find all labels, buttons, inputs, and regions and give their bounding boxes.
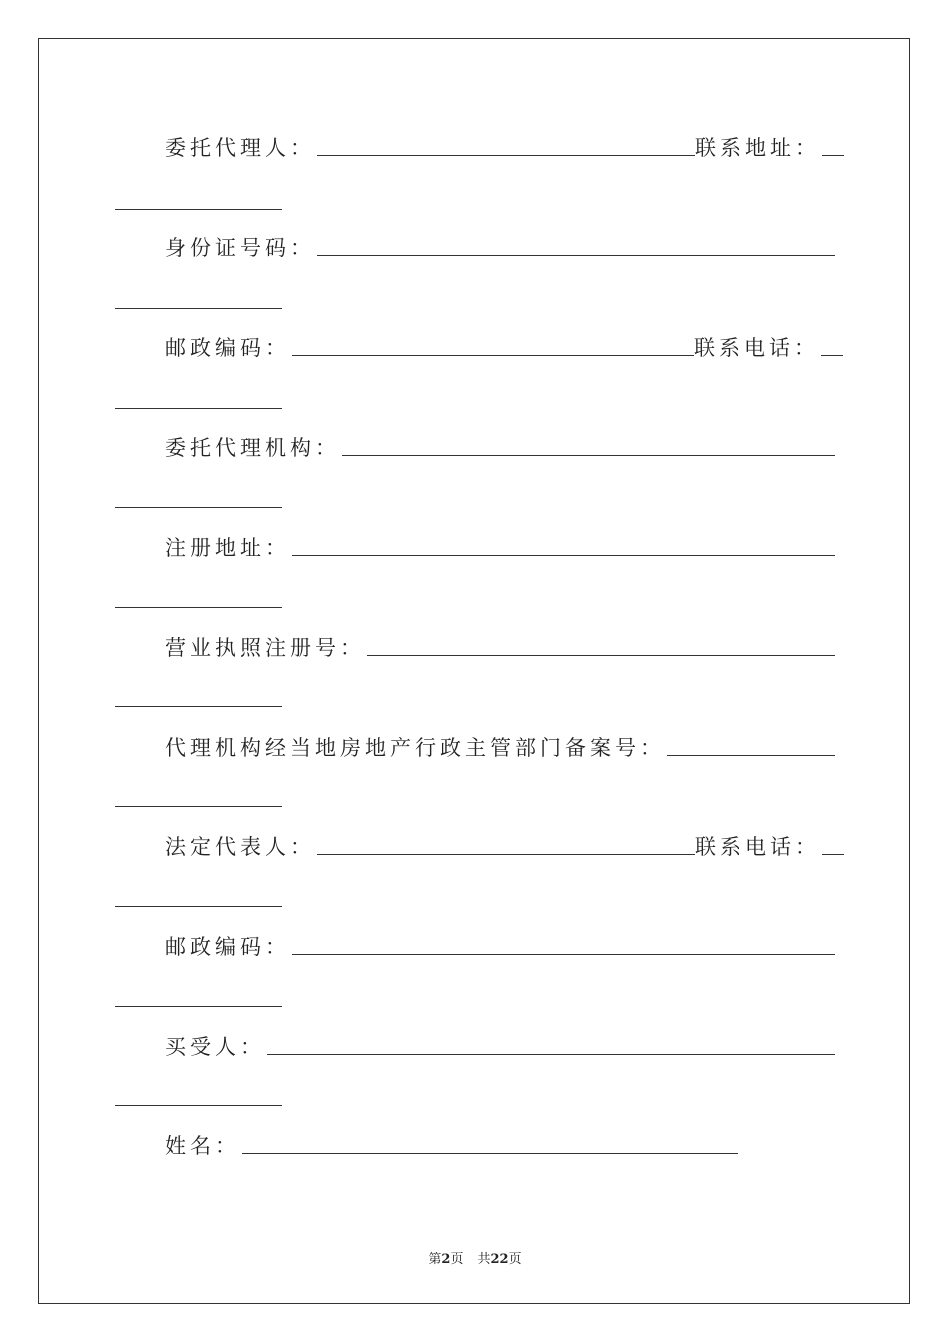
agent-field[interactable]: [317, 155, 695, 156]
registered-address-field[interactable]: [292, 555, 835, 556]
form-row-license-number: [165, 633, 835, 663]
postal-code-field[interactable]: [292, 355, 694, 356]
buyer-field[interactable]: [267, 1054, 835, 1055]
license-number-label: 营业执照注册号：: [165, 636, 365, 660]
legal-representative-field-continuation[interactable]: [115, 906, 282, 907]
footer-page-prefix: 第: [428, 1252, 442, 1267]
filing-number-field-continuation[interactable]: [115, 806, 282, 807]
contact-phone-field[interactable]: [821, 355, 843, 356]
footer-total-suffix: 页: [508, 1252, 522, 1267]
postal-code-2-field[interactable]: [292, 954, 835, 955]
form-row-registered-address: [165, 533, 835, 563]
postal-code-field-continuation[interactable]: [115, 408, 282, 409]
name-label: 姓名：: [165, 1134, 240, 1158]
page-border: [38, 38, 910, 1304]
agent-label: 委托代理人：: [165, 136, 315, 160]
agency-field-continuation[interactable]: [115, 507, 282, 508]
form-row-postal-code: [165, 333, 835, 363]
footer-page-number: 2: [441, 1252, 451, 1267]
filing-number-field[interactable]: [667, 755, 835, 756]
buyer-field-continuation[interactable]: [115, 1105, 282, 1106]
contact-address-field[interactable]: [822, 155, 844, 156]
form-row-filing-number: [165, 733, 835, 763]
representative-phone-field[interactable]: [822, 854, 844, 855]
representative-phone-label: 联系电话：: [695, 835, 820, 859]
footer-page-suffix: 页: [450, 1252, 464, 1267]
agency-label: 委托代理机构：: [165, 436, 340, 460]
license-number-field-continuation[interactable]: [115, 706, 282, 707]
postal-code-label: 邮政编码：: [165, 336, 290, 360]
legal-representative-label: 法定代表人：: [165, 835, 315, 859]
agency-field[interactable]: [342, 455, 835, 456]
postal-code-2-label: 邮政编码：: [165, 935, 290, 959]
legal-representative-field[interactable]: [317, 854, 695, 855]
id-number-field[interactable]: [317, 255, 835, 256]
page-footer: [0, 1248, 950, 1267]
form-row-postal-code-2: [165, 932, 835, 962]
name-field[interactable]: [242, 1153, 738, 1154]
contact-phone-label: 联系电话：: [694, 336, 819, 360]
id-number-label: 身份证号码：: [165, 236, 315, 260]
form-row-agent: [165, 133, 835, 163]
footer-total-pages: 22: [490, 1252, 509, 1267]
registered-address-label: 注册地址：: [165, 536, 290, 560]
form-row-buyer: [165, 1032, 835, 1062]
form-row-legal-representative: [165, 832, 835, 862]
footer-total-prefix: 共: [477, 1252, 491, 1267]
buyer-label: 买受人：: [165, 1035, 265, 1059]
form-row-agency: [165, 433, 835, 463]
id-number-field-continuation[interactable]: [115, 308, 282, 309]
license-number-field[interactable]: [367, 655, 835, 656]
postal-code-2-field-continuation[interactable]: [115, 1006, 282, 1007]
contact-address-label: 联系地址：: [695, 136, 820, 160]
form-row-id-number: [165, 233, 835, 263]
form-row-name: [165, 1131, 738, 1161]
filing-number-label: 代理机构经当地房地产行政主管部门备案号：: [165, 736, 665, 760]
agent-field-continuation[interactable]: [115, 209, 282, 210]
registered-address-field-continuation[interactable]: [115, 607, 282, 608]
